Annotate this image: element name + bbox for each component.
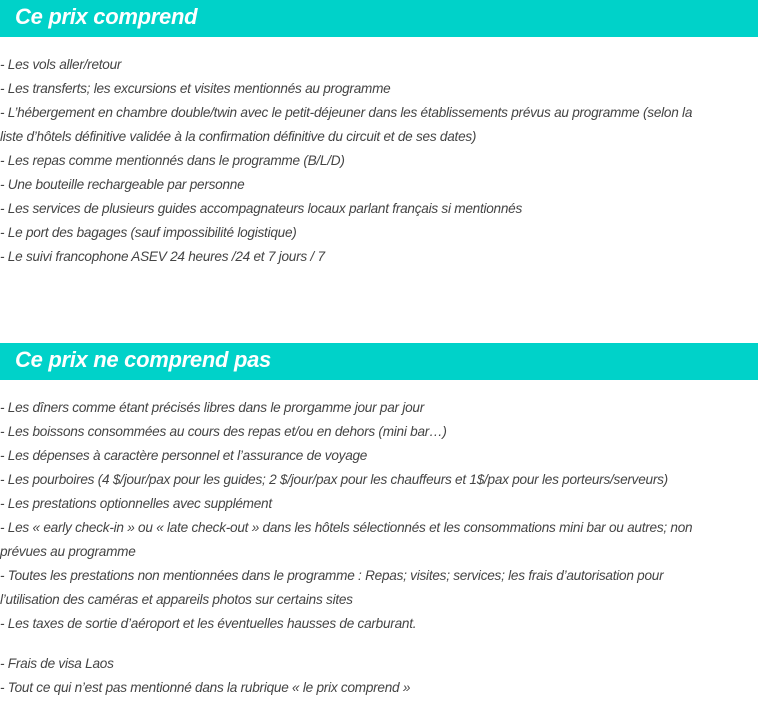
list-item: prévues au programme [0,544,136,559]
list-item: - Les taxes de sortie d’aéroport et les éventuelles hausses de carburant. [0,616,417,631]
list-item: - Les prestations optionnelles avec supplément [0,496,272,511]
included-list [0,53,758,269]
list-item: - Les transferts; les excursions et visites mentionnés au programme [0,81,391,96]
list-item: - Toutes les prestations non mentionnées dans le programme : Repas; visites; services; les frais d’autorisation pour [0,568,664,583]
list-item: l’utilisation des caméras et appareils photos sur certains sites [0,592,353,607]
list-item: - Le suivi francophone ASEV 24 heures /24 et 7 jours / 7 [0,249,325,264]
excluded-header [0,343,758,380]
excluded-title: Ce prix ne comprend pas [15,347,271,372]
list-item: - L’hébergement en chambre double/twin avec le petit-déjeuner dans les établissements prévus au programme (selon la [0,105,693,120]
spacer [0,636,758,652]
list-item: - Les dépenses à caractère personnel et l’assurance de voyage [0,448,368,463]
excluded-list [0,396,758,700]
included-title: Ce prix comprend [15,4,198,29]
list-item: - Les dîners comme étant précisés libres dans le prorgamme jour par jour [0,400,424,415]
list-item: - Les repas comme mentionnés dans le programme (B/L/D) [0,153,345,168]
list-item: - Les services de plusieurs guides accompagnateurs locaux parlant français si mentionnés [0,201,523,216]
list-item: - Les boissons consommées au cours des repas et/ou en dehors (mini bar…) [0,424,447,439]
list-item: - Les « early check-in » ou « late check-out » dans les hôtels sélectionnés et les consommations mini bar ou autres; non [0,520,693,535]
list-item: - Le port des bagages (sauf impossibilité logistique) [0,225,297,240]
list-item: - Une bouteille rechargeable par personne [0,177,245,192]
list-item: - Les pourboires (4 $/jour/pax pour les guides; 2 $/jour/pax pour les chauffeurs et 1$/pax pour les porteurs/serveurs) [0,472,668,487]
list-item: - Tout ce qui n’est pas mentionné dans la rubrique « le prix comprend » [0,680,411,695]
included-header [0,0,758,37]
list-item: liste d’hôtels définitive validée à la confirmation définitive du circuit et de ses dates) [0,129,477,144]
list-item: - Frais de visa Laos [0,656,114,671]
list-item: - Les vols aller/retour [0,57,122,72]
